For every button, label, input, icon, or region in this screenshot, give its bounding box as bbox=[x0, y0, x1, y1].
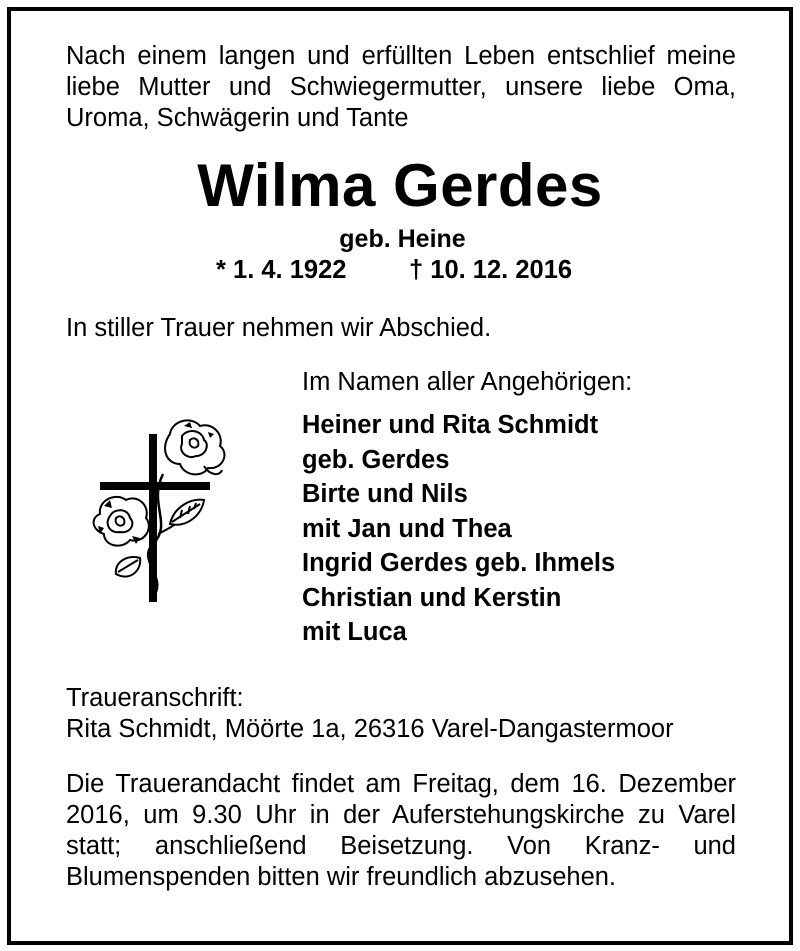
relative-line: mit Luca bbox=[302, 618, 407, 646]
relative-line: Christian und Kerstin bbox=[302, 583, 562, 612]
cross-with-roses-icon bbox=[88, 414, 233, 604]
relatives-list bbox=[302, 408, 615, 650]
service-text: Die Trauerandacht findet am Freitag, dem 16. Dezember 2016, um 9.30 Uhr in der Auferstehungskirche zu Varel statt; anschließend Beisetzung. Von Kranz- und Blumenspenden bitten wir freundlich abzusehen. bbox=[66, 770, 736, 891]
relative-line: Ingrid Gerdes geb. Ihmels bbox=[302, 549, 616, 577]
deceased-name: Wilma Gerdes bbox=[197, 152, 603, 219]
relative-line: mit Jan und Thea bbox=[302, 514, 512, 543]
farewell-text: In stiller Trauer nehmen wir Abschied. bbox=[66, 314, 492, 342]
intro-text: Nach einem langen und erfüllten Leben entschlief meine liebe Mutter und Schwiegermutter, unsere liebe Oma, Uroma, Schwägerin und Tante bbox=[66, 42, 736, 132]
birth-date: * 1. 4. 1922 bbox=[216, 256, 347, 284]
on-behalf-label: Im Namen aller Angehörigen: bbox=[302, 368, 633, 396]
death-date: † 10. 12. 2016 bbox=[409, 256, 573, 284]
birth-name: geb. Heine bbox=[339, 225, 466, 253]
relative-line: Heiner und Rita Schmidt bbox=[302, 411, 599, 439]
relative-line: geb. Gerdes bbox=[302, 445, 450, 474]
address-label: Traueranschrift: bbox=[66, 684, 244, 712]
relative-line: Birte und Nils bbox=[302, 480, 468, 508]
address-value: Rita Schmidt, Möörte 1a, 26316 Varel-Dangastermoor bbox=[66, 715, 674, 743]
